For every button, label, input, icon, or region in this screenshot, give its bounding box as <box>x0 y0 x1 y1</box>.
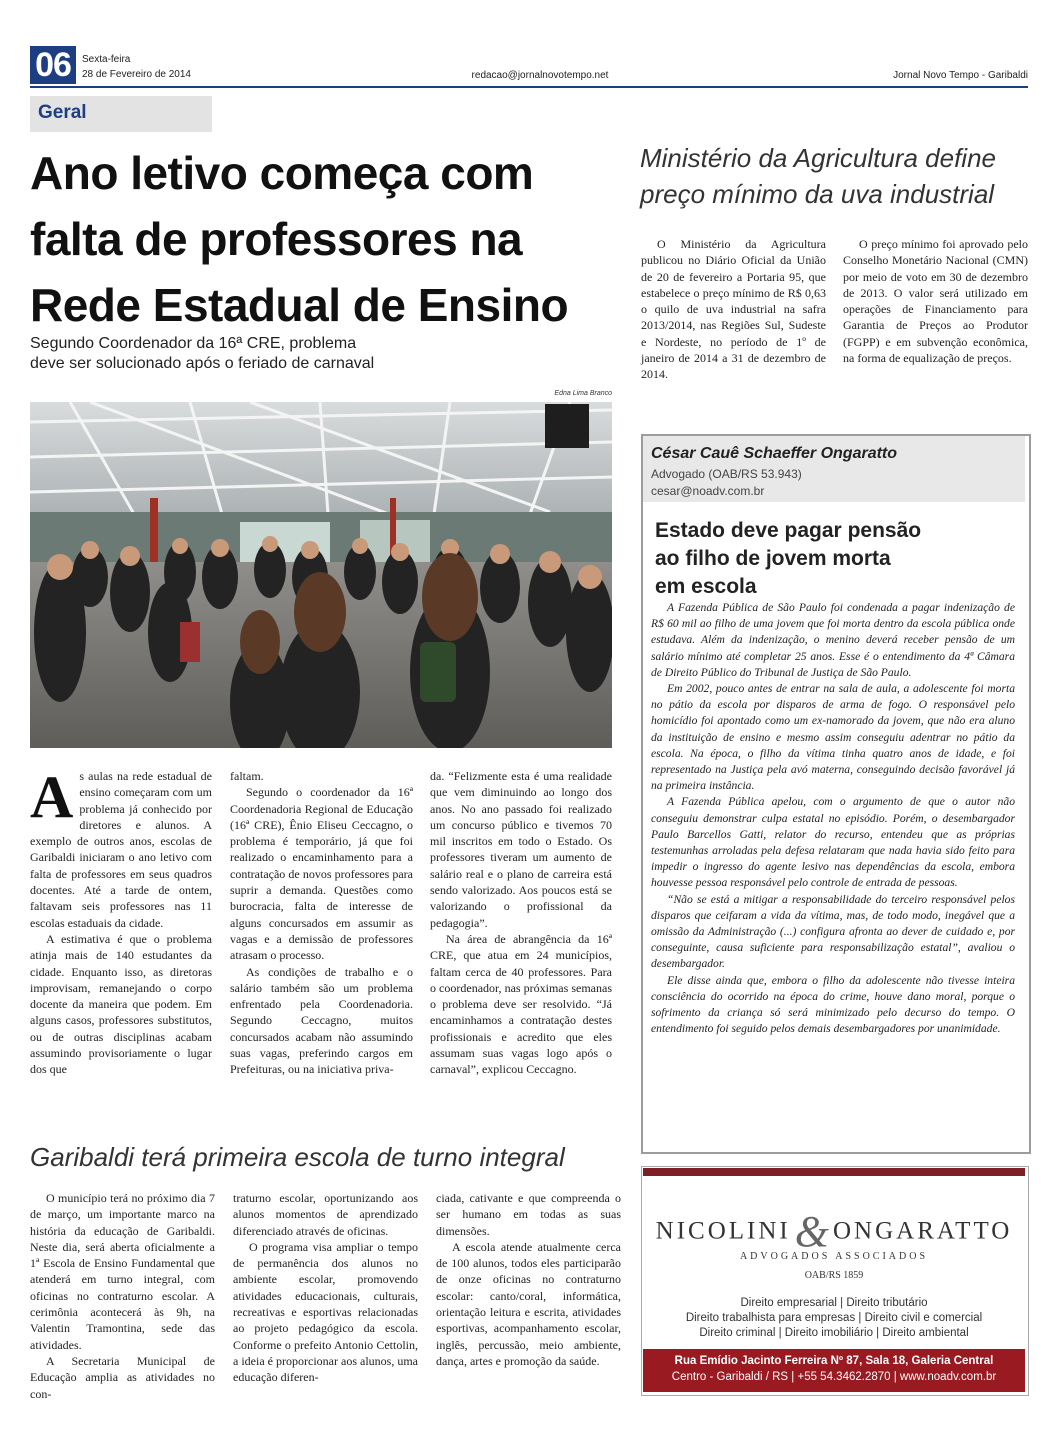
garibaldi-story-title: Garibaldi terá primeira escola de turno integral <box>30 1142 565 1172</box>
opinion-author: César Cauê Schaeffer Ongaratto <box>651 445 898 462</box>
ad-service-line: Direito trabalhista para empresas | Direito civil e comercial <box>685 1312 983 1324</box>
subhead-line: Segundo Coordenador da 16ª CRE, problema <box>30 335 357 352</box>
garibaldi-col2 <box>233 1190 418 1386</box>
ad-logo <box>643 1206 1025 1256</box>
title-line: Estado deve pagar pensão <box>655 519 922 542</box>
paragraph: O município terá no próximo dia 7 de março, um importante marco na história da educação de Garibaldi. Neste dia, será aberta oficialmente a 1ª Escola de Ensino Fundamental que atenderá em turno integral, com oficinas no contraturno escolar. A cerimônia acontecerá às 9h, na Valentin Tramontina, sede das atividades. <box>30 1191 215 1352</box>
paragraph: O programa visa ampliar o tempo de permanência dos alunos no ambiente escolar, promovendo atividades educacionais, culturais, recreativas e esportivas relacionadas ao projeto pedagógico da escola. Conforme o prefeito Antonio Cettolin, a ideia é proporcionar aos alunos, uma educação diferen- <box>233 1239 418 1385</box>
ad-services <box>643 1296 1025 1341</box>
paragraph: A Fazenda Pública de São Paulo foi condenada a pagar indenização de R$ 60 mil ao filho de uma jovem que foi morta dentro da escola pública onde estudava. Além da indenização, o menino deverá receber pensão de um salário mínimo até completar 25 anos. Esse é o entendimento da 4ª Câmara de Direito Público do Tribunal de Justiça de São Paulo. <box>651 601 1015 679</box>
opinion-body <box>651 600 1015 1037</box>
ad-oab: OAB/RS 1859 <box>804 1270 864 1281</box>
headline-line: Rede Estadual de Ensino <box>30 279 569 331</box>
header-publication: Jornal Novo Tempo - Garibaldi <box>893 70 1028 81</box>
opinion-title <box>655 517 1015 601</box>
paragraph: As condições de trabalho e o salário também são um problema enfrentado pela Coordenadoria. Segundo Ceccagno, muitos concursados acabam não assumindo suas vagas, preferindo cargos em Prefeituras, ou na iniciativa priva- <box>230 964 413 1077</box>
header-rule <box>30 86 1028 88</box>
agri-story-col1 <box>641 236 826 383</box>
headline-line: Ano letivo começa com <box>30 147 534 199</box>
ad-name-right: ONGARATTO <box>833 1217 1013 1245</box>
agri-story-title <box>640 140 1030 212</box>
paragraph: A Secretaria Municipal de Educação amplia as atividades no con- <box>30 1353 215 1401</box>
ad-service-line: Direito empresarial | Direito tributário <box>740 1297 928 1309</box>
ad-service-line: Direito criminal | Direito imobiliário | Direito ambiental <box>699 1327 969 1339</box>
garibaldi-col1 <box>30 1190 215 1402</box>
section-label-text: Geral <box>38 102 87 123</box>
ad-tagline: ADVOGADOS ASSOCIADOS <box>739 1251 929 1262</box>
paragraph: Na área de abrangência da 16ª CRE, que atua em 24 municípios, faltam cerca de 40 professores. Para o coordenador, nas próximas semanas o problema deve ser resolvido. “Já encaminhamos a contratação destes profissionais e acredito que eles assumam suas vagas logo após o carnaval”, explicou Ceccagno. <box>430 931 612 1077</box>
paragraph: faltam. <box>230 769 264 783</box>
drop-cap: A <box>30 764 74 830</box>
paragraph: A escola atende atualmente cerca de 100 alunos, todos eles participarão de onze oficinas no contraturno escolar: canto/coral, informática, orientação leitura e escrita, atividades esportivas, acompanhamento escolar, inglês, percussão, meio ambiente, dança, artes e promoção da saúde. <box>436 1239 621 1368</box>
subhead-line: deve ser solucionado após o feriado de carnaval <box>30 355 375 372</box>
main-story-col1 <box>30 764 212 1078</box>
paragraph: Em 2002, pouco antes de entrar na sala de aula, a adolescente foi morta no pátio da escola por disparos de arma de fogo. O responsável pelo homicídio foi apontado como um ex-namorado da jovem, que não era aluno da instituição de ensino e mesmo assim conseguiu adentrar no pátio da escola. Na época, o filho da vítima tinha quatro anos de idade, e foi representado na Justiça pela avó materna, conseguindo decisão favorável já na primeira instância. <box>651 682 1015 793</box>
main-headline <box>30 140 630 338</box>
paragraph: da. “Felizmente esta é uma realidade que vem diminuindo ao longo dos anos. No ano passado foi realizado um concurso público e tivemos 70 mil inscritos em todo o Estado. Os professores tiveram um aumento de salário real e o plano de carreira está sendo valorizado. Aos poucos está se valorizando o profissional da pedagogia”. <box>430 769 612 930</box>
main-story-col3 <box>430 768 612 1078</box>
paragraph: O Ministério da Agricultura publicou no Diário Oficial da União de 20 de fevereiro a Portaria 95, que estabelece o preço mínimo de R$ 0,63 o quilo de uva industrial na safra 2013/2014, nas Regiões Sul, Sudeste e Nordeste, no período de 1º de janeiro de 2014 a 31 de dezembro de 2014. <box>641 237 826 382</box>
ad-top-stripe <box>643 1168 1025 1176</box>
ad-contact[interactable]: Centro - Garibaldi / RS | +55 54.3462.2870 | www.noadv.com.br <box>671 1371 997 1383</box>
photo-credit: Edna Lima Branco <box>554 390 612 397</box>
paragraph: A Fazenda Pública apelou, com o argumento de que o autor não conseguiu demonstrar culpa estatal no episódio. Porém, o desembargador Paulo Barcellos Gatti, relator do recurso, entendeu que as próprias testemunhas arroladas pela defesa relataram que nada havia sido feito para impedir o ingresso do agente lesivo nas dependências da escola, embora houvesse pessoa responsável pelo controle de entrada de pessoas. <box>651 795 1015 890</box>
garibaldi-col3 <box>436 1190 621 1369</box>
header-date: 28 de Fevereiro de 2014 <box>82 69 191 80</box>
title-line: ao filho de jovem morta <box>655 547 891 570</box>
paragraph: s aulas na rede estadual de ensino começaram com um problema já conhecido por diretores e alunos. A exemplo de outros anos, escolas de Garibaldi iniciaram o ano letivo com falta de professores em seus quadros docentes. Até a tarde de ontem, faltavam seis professores nas 11 escolas estaduais da cidade. <box>30 769 212 930</box>
agri-story-col2 <box>843 236 1028 366</box>
section-label <box>30 96 212 132</box>
paragraph: “Não se está a mitigar a responsabilidade do terceiro responsável pelos disparos que ceifaram a vida da vítima, mas, de todo modo, inegável que a omissão da Administração (...) configura afronta ao dever de cuidado e, por conseguinte, causa suficiente para responsabilização estatal”, avaliou o desembargador. <box>651 892 1015 971</box>
headline-line: falta de professores na <box>30 213 523 265</box>
main-photo <box>30 402 612 748</box>
title-line: Ministério da Agricultura define <box>640 143 996 173</box>
main-story-col2 <box>230 768 413 1078</box>
header-weekday: Sexta-feira <box>82 54 131 65</box>
ad-monogram: & <box>794 1207 829 1256</box>
ad-address: Rua Emídio Jacinto Ferreira Nº 87, Sala 18, Galeria Central <box>674 1355 994 1367</box>
title-line: em escola <box>655 575 757 598</box>
paragraph: traturno escolar, oportunizando aos alunos momentos de aprendizado diferenciado através de oficinas. <box>233 1191 418 1238</box>
school-crowd-photo <box>30 402 612 748</box>
opinion-author-role: Advogado (OAB/RS 53.943) <box>651 467 802 481</box>
paragraph: ciada, cativante e que compreenda o ser humano em todas as suas dimensões. <box>436 1191 621 1238</box>
opinion-author-email[interactable]: cesar@noadv.com.br <box>651 484 765 498</box>
paragraph: Ele disse ainda que, embora o filho da adolescente não tivesse inteira consciência do ocorrido na época do crime, houve dano moral, porque o sofrimento da criança só será minimizado pelo decurso do tempo. O entendimento foi seguido pelos demais desembargadores por unanimidade. <box>651 973 1015 1036</box>
main-subhead <box>30 334 620 374</box>
paragraph: A estimativa é que o problema atinja mais de 140 estudantes da cidade. Enquanto isso, as diretoras improvisam, remanejando o corpo docente da maneira que podem. Em alguns casos, professores substitutos, ou de outras disciplinas acabam assumindo provisoriamente o lugar dos que <box>30 931 212 1077</box>
paragraph: O preço mínimo foi aprovado pelo Conselho Monetário Nacional (CMN) por meio de voto em 30 de dezembro de 2013. O valor será utilizado em operações de Financiamento para Garantia de Preços ao Produtor (FGPP) e em subvenção econômica, na forma de equalização de preços. <box>843 237 1028 366</box>
ad-name-left: NICOLINI <box>655 1217 791 1245</box>
header-email[interactable]: redacao@jornalnovotempo.net <box>471 70 609 81</box>
paragraph: Segundo o coordenador da 16ª Coordenadoria Regional de Educação (16ª CRE), Ênio Eliseu Ceccagno, o problema é temporário, já que foi realizado o encaminhamento para a contratação de novos professores para suprir a demanda. Questões como burocracia, falta de interesse de alguns concursados em assumir as vagas e a demissão de professores atrasam o processo. <box>230 785 413 963</box>
title-line: preço mínimo da uva industrial <box>640 179 995 209</box>
page-number: 06 <box>30 46 76 84</box>
